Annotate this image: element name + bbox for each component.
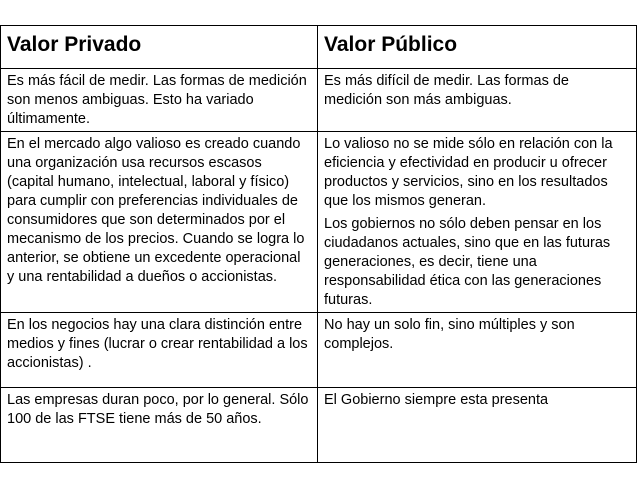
cell-public [318,313,637,388]
cell-public [318,69,637,132]
cell-private: Es más fácil de medir. Las formas de medición son menos ambiguas. Esto ha variado últimamente. [1,69,318,132]
table-row [1,313,637,388]
table-row [1,132,637,313]
cell-public-paragraph: Es más difícil de medir. Las formas de medición son más ambiguas. [324,73,569,108]
cell-public [318,132,637,313]
header-public: Valor Público [318,26,637,69]
cell-public-paragraph: El Gobierno siempre esta presenta [324,392,549,408]
header-row [1,26,637,69]
cell-public-paragraph: Los gobiernos no sólo deben pensar en los ciudadanos actuales, sino que en las futuras generaciones, es decir, tiene una responsabilidad ética con las generaciones futuras. [324,216,611,308]
cell-public-paragraph: Lo valioso no se mide sólo en relación con la eficiencia y efectividad en producir u ofrecer productos y servicios, sino en los resultados que los mismos generan. [324,136,613,209]
cell-public [318,388,637,463]
cell-private: En los negocios hay una clara distinción entre medios y fines (lucrar o crear rentabilidad a los accionistas) . [1,313,318,388]
table-row [1,388,637,463]
cell-public-paragraph: No hay un solo fin, sino múltiples y son complejos. [324,317,575,352]
cell-private: En el mercado algo valioso es creado cuando una organización usa recursos escasos (capital humano, intelectual, laboral y físico) para cumplir con preferencias individuales de consumidores que son determinados por el mecanismo de los precios. Cuando se logra lo anterior, se obtiene un excedente operacional y una rentabilidad a dueños o accionistas. [1,132,318,313]
comparison-table [0,25,637,463]
cell-private: Las empresas duran poco, por lo general. Sólo 100 de las FTSE tiene más de 50 años. [1,388,318,463]
table-row [1,69,637,132]
header-private: Valor Privado [1,26,318,69]
